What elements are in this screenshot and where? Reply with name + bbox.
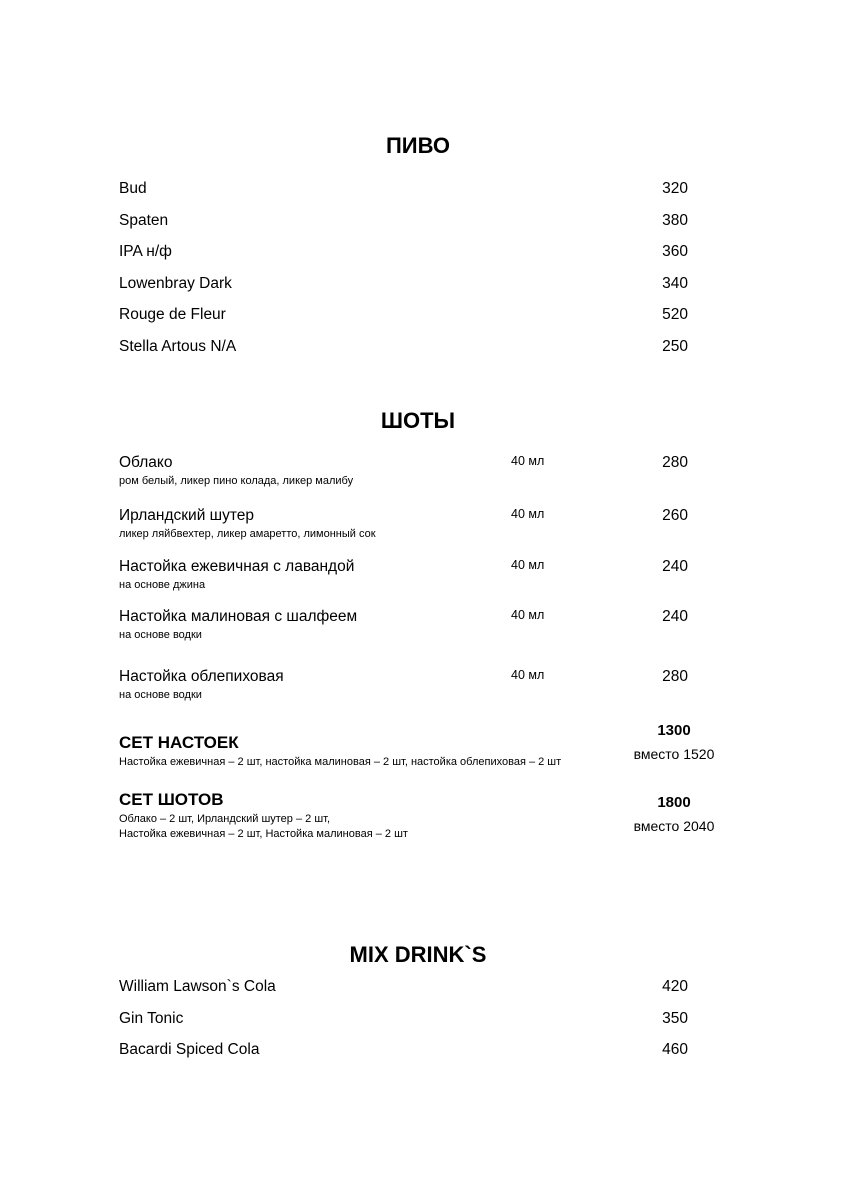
beer-item-price: 340 xyxy=(662,275,688,292)
set-price: 1800 xyxy=(657,794,691,811)
beer-item-name: Lowenbray Dark xyxy=(119,275,232,292)
mix-item-name: William Lawson`s Cola xyxy=(119,978,276,995)
shot-item-price: 260 xyxy=(662,507,688,524)
shot-item-name: Настойка облепиховая xyxy=(119,668,284,685)
mix-item-price: 420 xyxy=(662,978,688,995)
shot-item-volume: 40 мл xyxy=(511,454,545,468)
beer-item-name: Spaten xyxy=(119,212,169,229)
shot-item-name: Ирландский шутер xyxy=(119,507,255,524)
beer-item-name: Bud xyxy=(119,180,147,197)
mix-item-name: Gin Tonic xyxy=(119,1010,184,1027)
shot-item-desc: ром белый, ликер пино колада, ликер малибу xyxy=(119,475,354,487)
set-desc: Настойка ежевичная – 2 шт, Настойка малиновая – 2 шт xyxy=(119,828,408,840)
shot-item-name: Настойка малиновая с шалфеем xyxy=(119,608,358,625)
shot-item-desc: на основе водки xyxy=(119,689,202,701)
set-title: СЕТ ШОТОВ xyxy=(119,790,224,809)
section-title-beer: ПИВО xyxy=(385,133,451,158)
shot-item-desc: ликер ляйбвехтер, ликер амаретто, лимонный сок xyxy=(119,528,376,540)
set-old-price: вместо 2040 xyxy=(633,818,715,834)
set-desc: Облако – 2 шт, Ирландский шутер – 2 шт, xyxy=(119,813,331,825)
shot-item-price: 280 xyxy=(662,454,688,471)
beer-item-price: 250 xyxy=(662,338,688,355)
beer-item-price: 320 xyxy=(662,180,688,197)
mix-item-name: Bacardi Spiced Cola xyxy=(119,1041,260,1058)
shot-item-volume: 40 мл xyxy=(511,507,545,521)
shot-item-volume: 40 мл xyxy=(511,558,545,572)
beer-item-name: Stella Artous N/A xyxy=(119,338,237,355)
shot-item-price: 280 xyxy=(662,668,688,685)
shot-item-desc: на основе водки xyxy=(119,629,202,641)
shot-item-name: Настойка ежевичная с лавандой xyxy=(119,558,355,575)
set-price: 1300 xyxy=(657,722,691,739)
set-desc: Настойка ежевичная – 2 шт, настойка малиновая – 2 шт, настойка облепиховая – 2 шт xyxy=(119,756,562,768)
section-title-mix: MIX DRINK`S xyxy=(349,942,487,967)
shot-item-price: 240 xyxy=(662,558,688,575)
mix-item-price: 350 xyxy=(662,1010,688,1027)
shot-item-volume: 40 мл xyxy=(511,668,545,682)
beer-item-price: 380 xyxy=(662,212,688,229)
shot-item-desc: на основе джина xyxy=(119,579,206,591)
shot-item-name: Облако xyxy=(119,454,173,471)
shot-item-price: 240 xyxy=(662,608,688,625)
section-title-shots: ШОТЫ xyxy=(380,408,456,433)
beer-item-name: Rouge de Fleur xyxy=(119,306,226,323)
beer-item-price: 520 xyxy=(662,306,688,323)
shot-item-volume: 40 мл xyxy=(511,608,545,622)
beer-item-name: IPA н/ф xyxy=(119,243,172,260)
set-old-price: вместо 1520 xyxy=(633,746,715,762)
beer-item-price: 360 xyxy=(662,243,688,260)
mix-item-price: 460 xyxy=(662,1041,688,1058)
set-title: СЕТ НАСТОЕК xyxy=(119,733,239,752)
